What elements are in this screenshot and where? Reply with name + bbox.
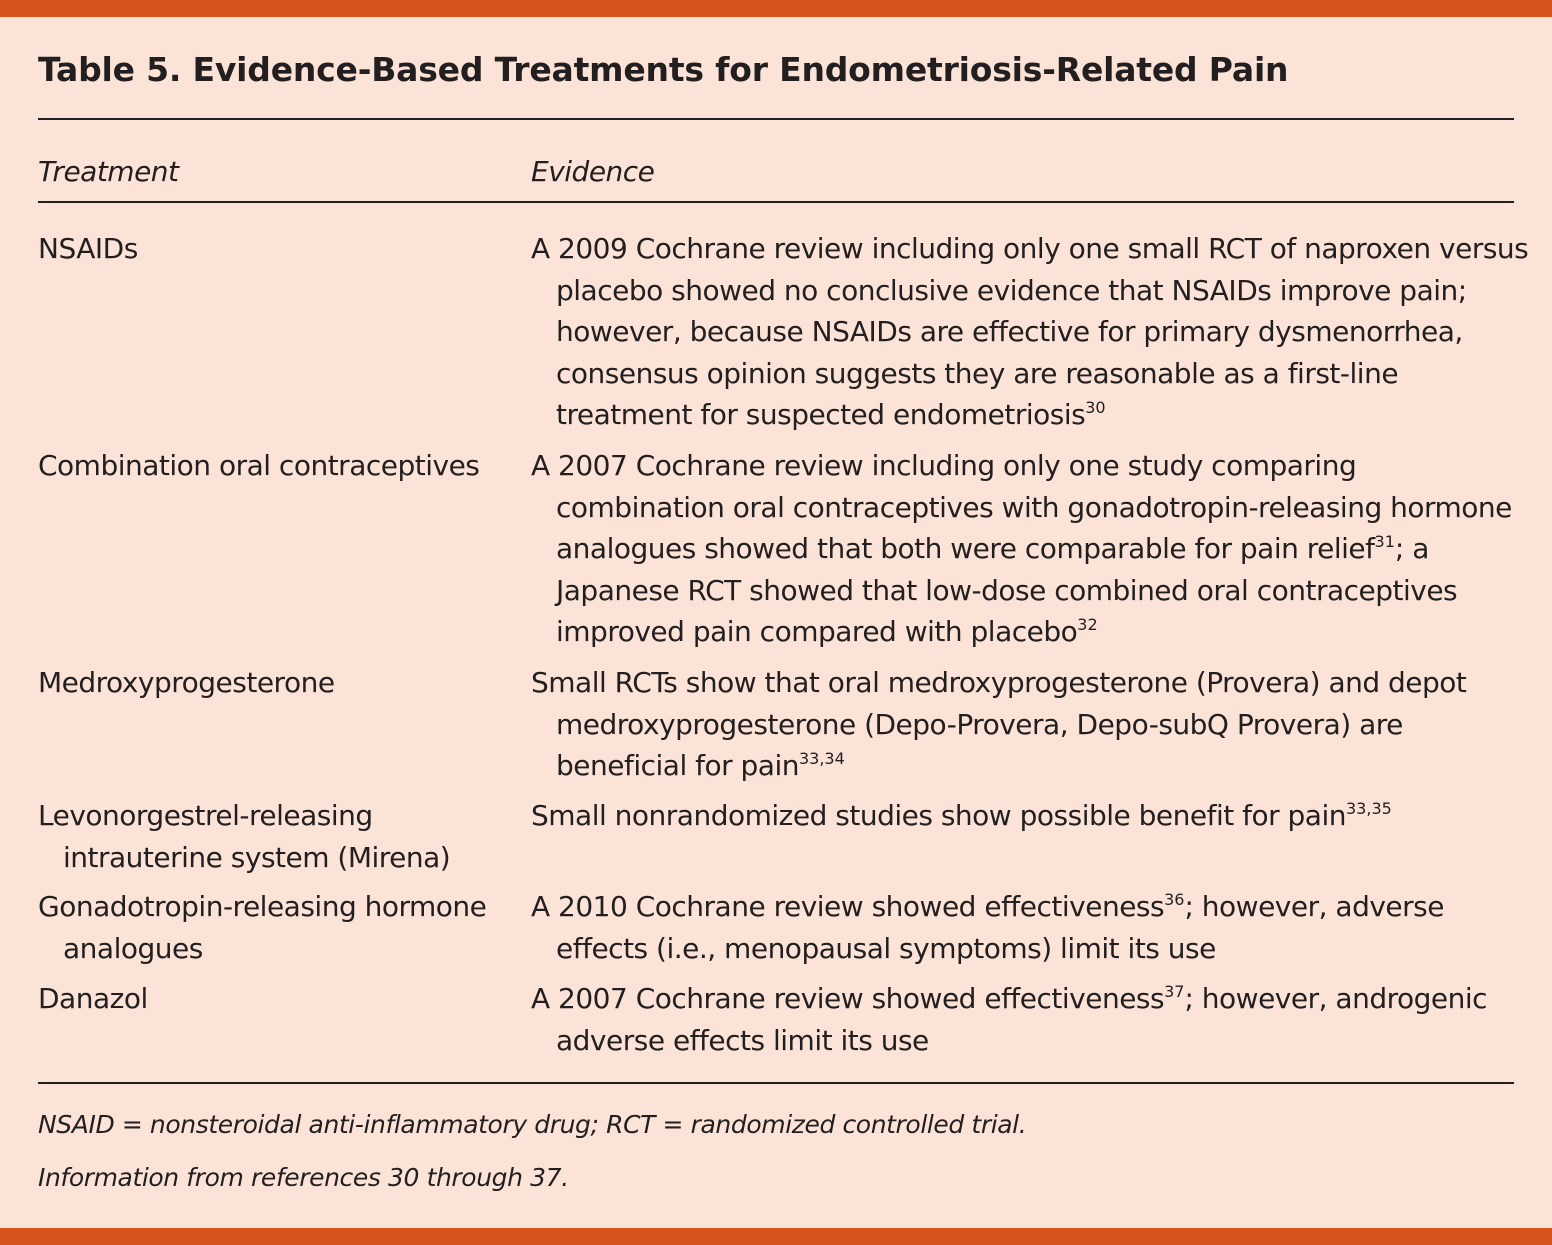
table-bottom-divider: [38, 1082, 1514, 1084]
source-footnote: Information from references 30 through 37.: [38, 1163, 569, 1192]
column-header-evidence: Evidence: [531, 155, 655, 188]
evidence-text: A 2010 Cochrane review showed effectiveness: [531, 890, 1165, 923]
evidence-cell: [531, 886, 1531, 969]
reference-superscript: 30: [1085, 398, 1106, 418]
evidence-cell: [531, 978, 1531, 1061]
treatment-cell: Medroxyprogesterone: [38, 666, 335, 699]
reference-superscript: 37: [1164, 982, 1185, 1001]
abbreviations-footnote: NSAID = nonsteroidal anti-inflammatory drug; RCT = randomized controlled trial.: [38, 1110, 1027, 1139]
evidence-text: A 2007 Cochrane review including only one study comparing combination oral contraceptives with gonadotropin-releasing hormone analogues showed that both were comparable for pain relief: [531, 449, 1512, 566]
treatment-cell: Danazol: [38, 982, 148, 1015]
evidence-cell: [531, 228, 1531, 436]
treatment-cell: Gonadotropin-releasing hormone analogues: [38, 890, 487, 965]
column-header-treatment: Treatment: [38, 155, 179, 188]
evidence-text: ; however, androgenic adverse effects limit its use: [556, 982, 1488, 1057]
reference-superscript: 32: [1077, 615, 1098, 635]
reference-superscript: 36: [1164, 890, 1185, 909]
title-divider: [38, 118, 1514, 120]
evidence-text: ; however, adverse effects (i.e., menopausal symptoms) limit its use: [556, 890, 1444, 965]
treatment-cell: Combination oral contraceptives: [38, 449, 480, 482]
table-title: Table 5. Evidence-Based Treatments for Endometriosis-Related Pain: [38, 50, 1289, 89]
header-divider: [38, 201, 1514, 203]
evidence-text: ; a Japanese RCT showed that low-dose combined oral contraceptives improved pain compared with placebo: [556, 532, 1458, 649]
treatment-cell: Levonorgestrel-releasing intrauterine system (Mirena): [38, 799, 451, 874]
evidence-text: A 2009 Cochrane review including only one small RCT of naproxen versus placebo showed no conclusive evidence that NSAIDs improve pain; however, because NSAIDs are effective for primary dysmenorrhea, consensus opinion suggests they are reasonable as a first-line treatment for suspected endometriosis: [531, 232, 1529, 432]
top-accent-bar: [0, 0, 1552, 17]
treatment-cell: NSAIDs: [38, 232, 138, 265]
evidence-cell: [531, 662, 1531, 787]
evidence-text: A 2007 Cochrane review showed effectiveness: [531, 982, 1165, 1015]
bottom-accent-bar: [0, 1228, 1552, 1245]
evidence-text: Small RCTs show that oral medroxyprogesterone (Provera) and depot medroxyprogesterone (Depo-Provera, Depo-subQ Provera) are beneficial for pain: [531, 666, 1467, 783]
reference-superscript: 33,35: [1346, 799, 1392, 818]
reference-superscript: 31: [1374, 532, 1395, 552]
evidence-cell: [531, 795, 1531, 837]
evidence-text: Small nonrandomized studies show possible benefit for pain: [531, 799, 1346, 832]
reference-superscript: 33,34: [798, 749, 845, 769]
evidence-cell: [531, 445, 1531, 653]
